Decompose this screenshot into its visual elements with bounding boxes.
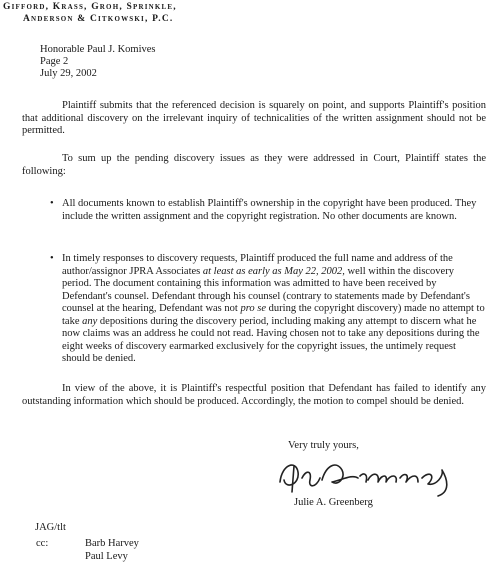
cc-name: Barb Harvey — [85, 538, 139, 549]
letterhead-line-1: Gifford, Krass, Groh, Sprinkle, — [3, 2, 177, 12]
bullet-marker-2: • — [50, 253, 54, 264]
cc-list — [85, 537, 139, 563]
handwritten-signature — [272, 452, 472, 502]
paragraph-1: Plaintiff submits that the referenced decision is squarely on point, and supports Plaintiff's position that additional discovery on the irrelevant inquiry of technicalities of the written assignment should not be permitted. — [22, 100, 486, 136]
bullet-2-text-4: depositions during the discovery period, including making any attempt to discern what he now claims was an address he could not read. Having chosen not to take any depositions during the eight weeks of discovery earmarked exclusively for the copyright issues, the untimely request should be denied. — [62, 315, 480, 364]
page-number: Page 2 — [40, 56, 69, 67]
addressee: Honorable Paul J. Komives — [40, 44, 156, 55]
cc-name: Paul Levy — [85, 551, 128, 562]
bullet-marker-1: • — [50, 198, 54, 209]
closing-salutation: Very truly yours, — [288, 440, 359, 451]
bullet-item-2 — [62, 253, 486, 366]
bullet-item-1: All documents known to establish Plaintiff's ownership in the copyright have been produced. They include the written assignment and the copyright registration. No other documents are known. — [62, 198, 477, 222]
letter-date: July 29, 2002 — [40, 68, 97, 79]
address-block — [40, 44, 156, 80]
typist-initials: JAG/tlt — [35, 522, 66, 533]
bullet-2-text-2: well within the discovery period. The document containing this information was admitted to have been received by Defendant's counsel. Defendant through his counsel (contrary to statements made by Defendant's counsel at the hearing, Defendant was not — [62, 265, 470, 314]
signer-name: Julie A. Greenberg — [294, 497, 373, 508]
letterhead-line-2: Anderson & Citkowski, P.C. — [23, 14, 174, 24]
letterhead — [3, 1, 177, 25]
bullet-2-emphasis-date: at least as early as May 22, 2002, — [202, 265, 345, 277]
bullet-2-emphasis-any: any — [82, 315, 98, 327]
bullet-2-text-3: during the copyright discovery) made no attempt to take — [62, 303, 485, 327]
paragraph-2: To sum up the pending discovery issues as they were addressed in Court, Plaintiff states the following: — [22, 153, 486, 177]
bullet-2-emphasis-pro-se: pro se — [240, 303, 267, 314]
cc-label: cc: — [36, 538, 49, 549]
paragraph-3: In view of the above, it is Plaintiff's respectful position that Defendant has failed to identify any outstanding information which should be produced. Accordingly, the motion to compel should be denied. — [22, 383, 486, 407]
bullet-2-text-1: In timely responses to discovery requests, Plaintiff produced the full name and address of the author/assignor JPRA Associates — [62, 253, 453, 277]
